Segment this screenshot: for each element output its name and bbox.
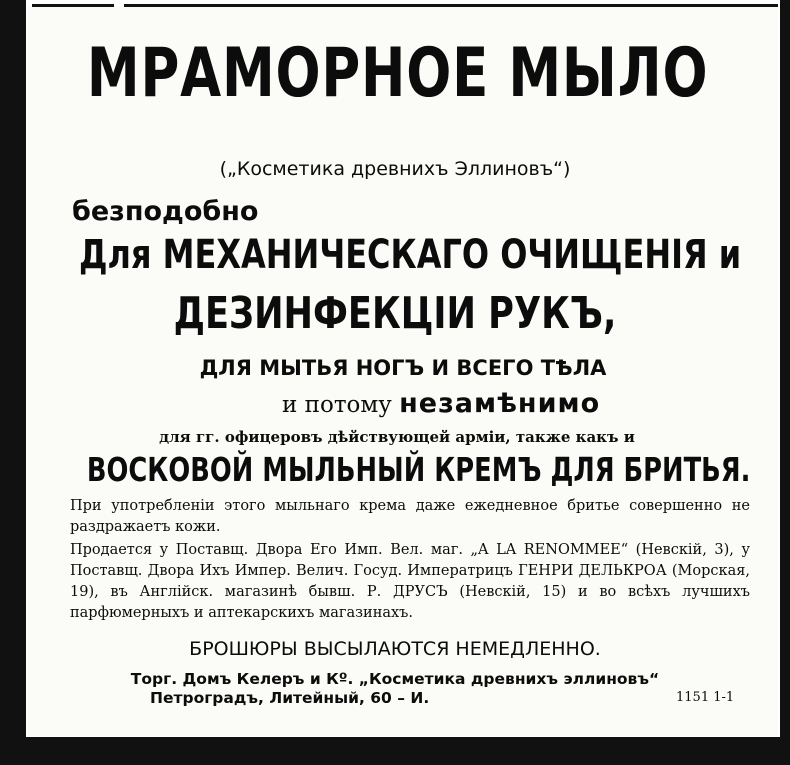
- ad-line-indispensable: [282, 388, 600, 419]
- ad-line-indispensable-emphasis: незамѣнимо: [399, 388, 601, 419]
- ad-firm: Торг. Домъ Келеръ и Кº. „Косметика древнихъ эллиновъ“: [130, 670, 660, 688]
- ad-lead: безподобно: [72, 196, 259, 227]
- ad-paragraph-usage: При употребленіи этого мыльнаго крема даже ежедневное бритье совершенно не раздражаетъ кожи.: [70, 498, 750, 535]
- top-rule-left: [32, 4, 114, 7]
- ad-ref-number: 1151 1-1: [676, 690, 735, 705]
- ad-brochures: БРОШЮРЫ ВЫСЫЛАЮТСЯ НЕМЕДЛЕННО.: [189, 638, 601, 660]
- ad-subtitle: („Косметика древнихъ Эллиновъ“): [219, 158, 571, 180]
- scan-border-bottom: [0, 737, 790, 765]
- ad-title: МРАМОРНОЕ МЫЛО: [86, 34, 709, 113]
- ad-line-cleaning: Для МЕХАНИЧЕСКАГО ОЧИЩЕНІЯ и: [79, 232, 742, 278]
- ad-line-disinfection: ДЕЗИНФЕКЦІИ РУКЪ,: [173, 288, 617, 339]
- top-rule-right: [124, 4, 778, 7]
- ad-line-indispensable-prefix: и потому: [282, 392, 392, 418]
- ad-paragraph-stores: Продается у Поставщ. Двора Его Имп. Вел. маг. „A LA RENOMMEE“ (Невскій, 3), у Поставщ. Двора Ихъ Импер. Велич. Госуд. Императрицъ ГЕНРИ ДЕЛЬКРОА (Морская, 19), въ Англійск. магазинѣ бывш. Р. ДРУСЪ (Невскій, 15) и во всѣхъ лучшихъ парфюмерныхъ и аптекарскихъ магазинахъ.: [70, 542, 750, 621]
- ad-line-shaving-cream: ВОСКОВОЙ МЫЛЬНЫЙ КРЕМЪ ДЛЯ БРИТЬЯ.: [86, 450, 751, 489]
- ad-line-body: ДЛЯ МЫТЬЯ НОГЪ И ВСЕГО ТѢЛА: [199, 356, 607, 380]
- ad-line-officers: для гг. офицеровъ дѣйствующей арміи, также какъ и: [159, 428, 635, 446]
- ad-address: Петроградъ, Литейный, 60 – И.: [150, 689, 430, 707]
